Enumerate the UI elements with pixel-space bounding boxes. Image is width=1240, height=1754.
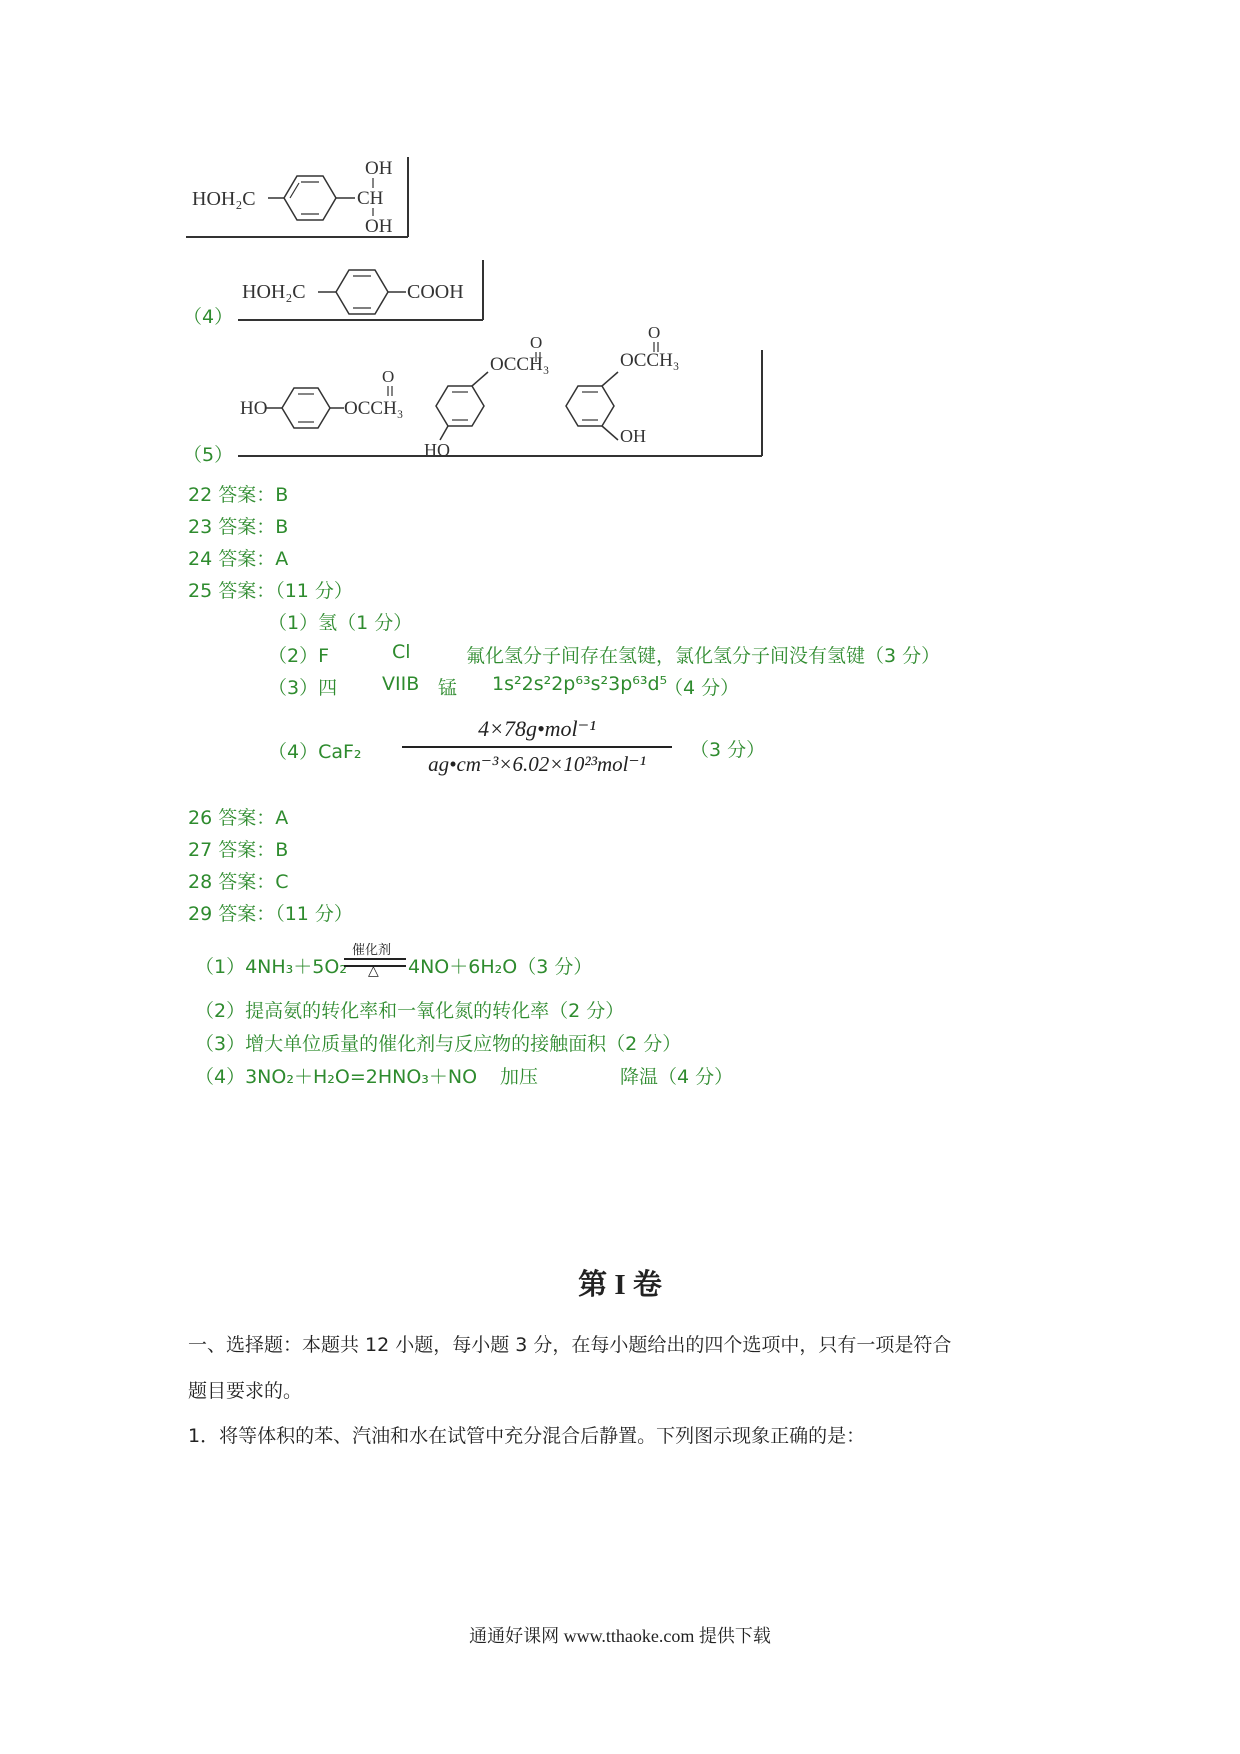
s5-b-o: O bbox=[530, 333, 543, 352]
s4-right-group: COOH bbox=[407, 281, 464, 303]
answer-24: 24 答案：A bbox=[188, 548, 289, 570]
answer-29-2: （2）提高氨的转化率和一氧化氮的转化率（2 分） bbox=[195, 1000, 625, 1022]
s5-b-ester: OCCH₃ bbox=[490, 354, 550, 375]
section-title: 第 I 卷 bbox=[578, 1269, 662, 1301]
fraction-numerator: 4×78g•mol⁻¹ bbox=[478, 716, 596, 741]
s1-ch: CH bbox=[357, 188, 384, 209]
answer-25-1: （1）氢（1 分） bbox=[268, 612, 413, 634]
answer-25-3-label: （3）四 bbox=[268, 677, 338, 699]
section-intro-line2: 题目要求的。 bbox=[188, 1380, 303, 1402]
s4-number: （4） bbox=[183, 306, 234, 328]
answer-25-4-label: （4）CaF₂ bbox=[268, 741, 362, 763]
answer-25-3-group: VIIB bbox=[382, 673, 420, 695]
answer-29: 29 答案：（11 分） bbox=[188, 903, 353, 925]
section-intro-line1: 一、选择题：本题共 12 小题，每小题 3 分，在每小题给出的四个选项中，只有一项是符合 bbox=[188, 1334, 952, 1356]
footer: 通通好课网 www.tthaoke.com 提供下载 bbox=[469, 1626, 771, 1646]
s5-b-ho: HO bbox=[424, 440, 450, 460]
catalyst-label: 催化剂 bbox=[352, 943, 392, 958]
answer-25-4-score: （3 分） bbox=[690, 739, 766, 761]
s1-oh-top: OH bbox=[365, 158, 393, 179]
fraction-denominator: ag•cm⁻³×6.02×10²³mol⁻¹ bbox=[428, 752, 646, 776]
answer-25-2-cl: Cl bbox=[392, 641, 411, 663]
answer-29-4-eq: （4）3NO₂＋H₂O=2HNO₃＋NO bbox=[195, 1066, 478, 1088]
s1-left-group: HOH₂C bbox=[192, 188, 256, 210]
question-1: 1．将等体积的苯、汽油和水在试管中充分混合后静置。下列图示现象正确的是： bbox=[188, 1425, 866, 1447]
answer-29-4-pressure: 加压 bbox=[500, 1066, 539, 1088]
answer-22: 22 答案：B bbox=[188, 484, 289, 506]
fraction-bar bbox=[402, 746, 672, 748]
answer-29-3: （3）增大单位质量的催化剂与反应物的接触面积（2 分） bbox=[195, 1033, 682, 1055]
s5-a-ho: HO bbox=[240, 398, 268, 419]
answer-25-2-label: （2）F bbox=[268, 645, 330, 667]
s5-a-ester: OCCH₃ bbox=[344, 398, 404, 419]
answer-29-1-left: （1）4NH₃＋5O₂ bbox=[195, 956, 347, 978]
answer-28: 28 答案：C bbox=[188, 871, 289, 893]
structure-4 bbox=[236, 258, 486, 328]
s1-oh-bottom: OH bbox=[365, 216, 393, 237]
answer-25-3-score: （4 分） bbox=[664, 677, 740, 699]
answer-27: 27 答案：B bbox=[188, 839, 289, 861]
answer-25: 25 答案：（11 分） bbox=[188, 580, 353, 602]
s4-left-group: HOH₂C bbox=[242, 281, 306, 303]
s5-c-oh: OH bbox=[620, 426, 646, 446]
s5-c-o: O bbox=[648, 323, 661, 342]
answer-25-3-config: 1s²2s²2p⁶³s²3p⁶³d⁵ bbox=[492, 673, 668, 695]
s5-c-ester: OCCH₃ bbox=[620, 350, 680, 371]
answer-23: 23 答案：B bbox=[188, 516, 289, 538]
structure-1 bbox=[180, 150, 420, 245]
answer-25-2-text: 氟化氢分子间存在氢键，氯化氢分子间没有氢键（3 分） bbox=[466, 645, 941, 667]
answer-29-4-temp: 降温（4 分） bbox=[620, 1066, 734, 1088]
heat-symbol: △ bbox=[368, 963, 379, 979]
s5-number: （5） bbox=[183, 444, 234, 466]
structure-5 bbox=[236, 323, 766, 460]
answer-26: 26 答案：A bbox=[188, 807, 289, 829]
s5-a-o: O bbox=[382, 367, 395, 386]
answer-29-1-right: 4NO＋6H₂O（3 分） bbox=[408, 956, 593, 978]
answer-25-3-element: 锰 bbox=[438, 677, 458, 699]
